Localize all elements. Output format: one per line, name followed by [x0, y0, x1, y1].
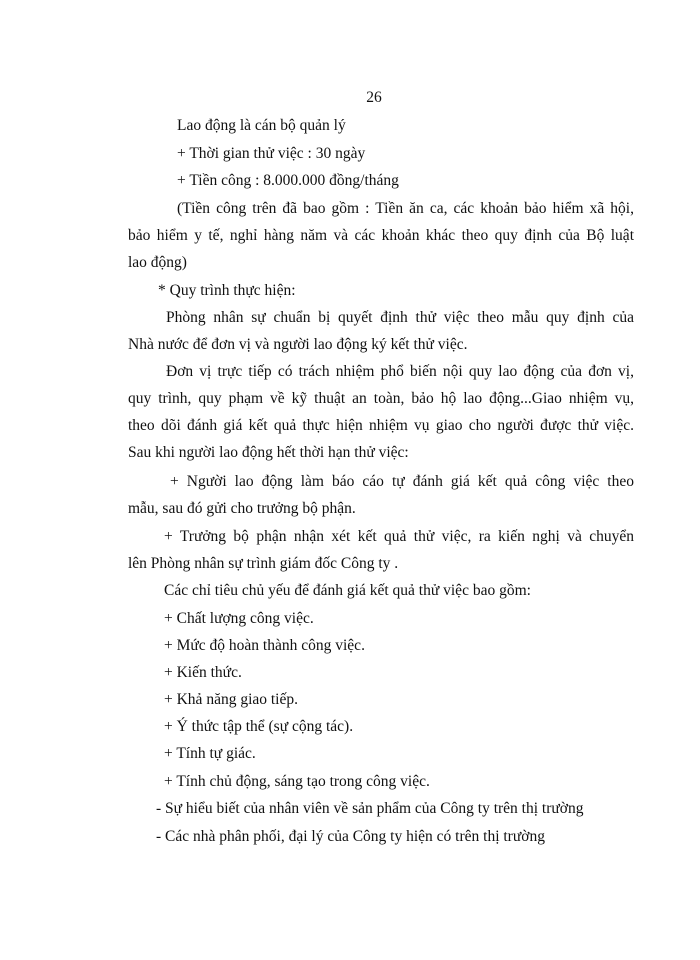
text-line-11: quy trình, quy phạm về kỹ thuật an toàn, bảo hộ lao động...Giao nhiệm vụ,: [128, 390, 634, 407]
text-line-12: theo dõi đánh giá kết quả thực hiện nhiệm vụ giao cho người được thử việc.: [128, 417, 634, 434]
text-line-19: + Chất lượng công việc.: [164, 610, 314, 627]
text-line-7: * Quy trình thực hiện:: [158, 282, 296, 299]
text-line-17: lên Phòng nhân sự trình giám đốc Công ty .: [128, 555, 399, 572]
text-line-14: + Người lao động làm báo cáo tự đánh giá kết quả công việc theo: [170, 473, 634, 490]
text-line-16: + Trưởng bộ phận nhận xét kết quả thử việc, ra kiến nghị và chuyển: [164, 528, 634, 545]
text-line-6: lao động): [128, 254, 187, 271]
text-line-15: mẫu, sau đó gửi cho trưởng bộ phận.: [128, 500, 356, 517]
text-line-10: Đơn vị trực tiếp có trách nhiệm phổ biến nội quy lao động của đơn vị,: [166, 363, 634, 380]
text-line-1: Lao động là cán bộ quản lý: [177, 117, 346, 134]
text-line-9: Nhà nước để đơn vị và người lao động ký kết thử việc.: [128, 336, 468, 353]
text-line-23: + Ý thức tập thể (sự cộng tác).: [164, 718, 354, 735]
text-line-18: Các chỉ tiêu chủ yếu để đánh giá kết quả thử việc bao gồm:: [164, 582, 531, 599]
text-line-4: (Tiền công trên đã bao gồm : Tiền ăn ca, các khoản bảo hiểm xã hội,: [177, 200, 634, 217]
text-line-27: - Các nhà phân phối, đại lý của Công ty hiện có trên thị trường: [156, 828, 545, 845]
text-line-2: + Thời gian thử việc : 30 ngày: [177, 145, 366, 162]
text-line-21: + Kiến thức.: [164, 664, 242, 681]
text-line-3: + Tiền công : 8.000.000 đồng/tháng: [177, 172, 399, 189]
text-line-5: bảo hiểm y tế, nghỉ hàng năm và các khoản khác theo quy định của Bộ luật: [128, 227, 634, 244]
text-line-8: Phòng nhân sự chuẩn bị quyết định thử việc theo mẫu quy định của: [166, 309, 634, 326]
text-line-20: + Mức độ hoàn thành công việc.: [164, 637, 365, 654]
text-line-24: + Tính tự giác.: [164, 745, 256, 762]
text-line-13: Sau khi người lao động hết thời hạn thử việc:: [128, 444, 409, 461]
text-line-25: + Tính chủ động, sáng tạo trong công việc.: [164, 773, 430, 790]
text-line-26: - Sự hiểu biết của nhân viên về sản phẩm của Công ty trên thị trường: [156, 800, 584, 817]
page-number: 26: [366, 89, 382, 106]
text-line-22: + Khả năng giao tiếp.: [164, 691, 298, 708]
